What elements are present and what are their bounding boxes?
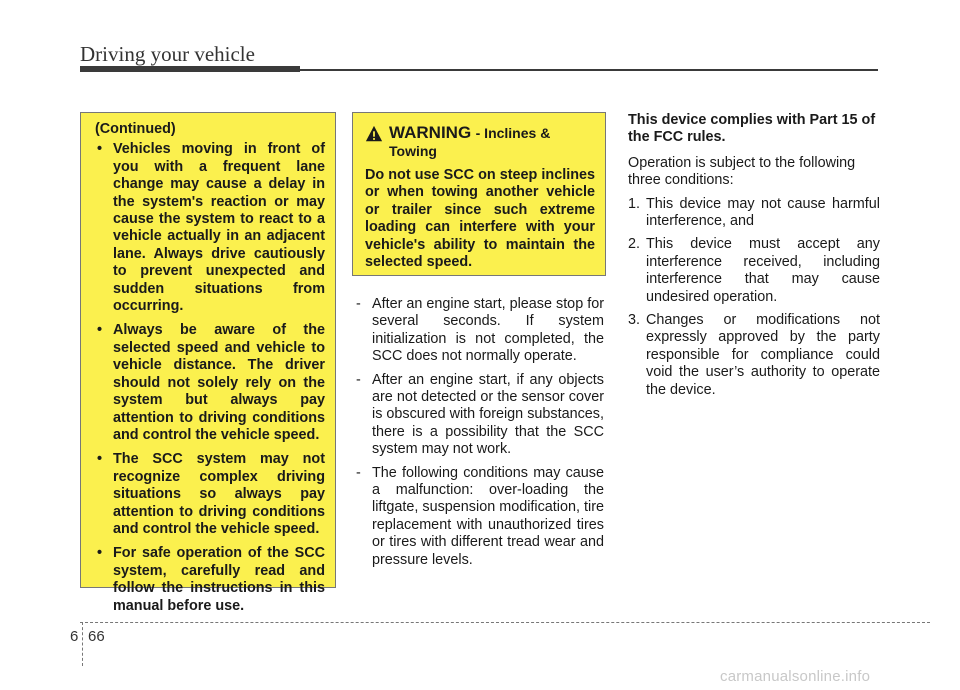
footer-divider <box>82 622 83 666</box>
bullet-icon: • <box>97 322 103 339</box>
header-rule-thick <box>80 66 300 72</box>
fcc-title: This device complies with Part 15 of the FCC rules. <box>628 112 876 146</box>
list-item: - After an engine start, if any objects are not detected or the sensor cover is obscured with foreign substances, there is a possibility that the SCC system may not work. <box>356 371 604 458</box>
list-number: 1. <box>628 195 641 212</box>
list-item: 3. Changes or modifications not expressly approved by the party responsible for compliance could void the user’s authority to operate the device. <box>628 312 880 398</box>
chapter-number: 6 <box>70 628 79 645</box>
caution-bullet: • Always be aware of the selected speed and vehicle to vehicle distance. The driver should not solely rely on the system but always pay attention to driving conditions and control the vehicle speed. <box>97 322 325 443</box>
middle-column <box>356 296 604 575</box>
right-column <box>628 112 880 405</box>
list-item: - After an engine start, please stop for several seconds. If system initialization is not completed, the SCC does not normally operate. <box>356 296 604 365</box>
footer-rule <box>80 622 930 623</box>
warning-header <box>365 123 595 161</box>
page-number: 66 <box>88 628 105 645</box>
caution-bullet: • For safe operation of the SCC system, carefully read and follow the instructions in this manual before use. <box>97 545 325 614</box>
warning-subtitle: - Inclines & Towing <box>389 125 551 159</box>
list-number: 3. <box>628 312 641 329</box>
list-item: - The following conditions may cause a malfunction: over-loading the liftgate, suspension modification, tire replacement with unauthorized tires or tires with different tread wear and pressure levels. <box>356 464 604 568</box>
bullet-icon: • <box>97 545 103 562</box>
warning-body: Do not use SCC on steep inclines or when towing another vehicle or trailer since such extreme loading can interfere with your vehicle's ability to maintain the selected speed. <box>365 167 595 271</box>
dash-marker: - <box>356 464 361 481</box>
continued-label: (Continued) <box>95 121 176 137</box>
caution-bullet: • Vehicles moving in front of you with a frequent lane change may cause a delay in the system's reaction or may cause the system to react to a vehicle actually in an adjacent lane. Always drive cautiously to prevent unexpected and sudden situations from occurring. <box>97 141 325 315</box>
dash-marker: - <box>356 296 361 312</box>
list-number: 2. <box>628 236 641 253</box>
warning-title-block <box>389 123 595 161</box>
header-rule-thin <box>300 69 878 71</box>
warning-triangle-icon <box>365 125 383 143</box>
caution-bullet: • The SCC system may not recognize complex driving situations so always pay attention to driving conditions and control the vehicle speed. <box>97 451 325 537</box>
bullet-icon: • <box>97 141 103 158</box>
fcc-intro: Operation is subject to the following three conditions: <box>628 154 856 189</box>
list-item: 2. This device must accept any interference received, including interference that may cause undesired operation. <box>628 236 880 305</box>
warning-box <box>352 112 606 276</box>
bullet-icon: • <box>97 451 103 468</box>
warning-word: WARNING <box>389 123 472 142</box>
list-item: 1. This device may not cause harmful interference, and <box>628 195 880 230</box>
caution-box <box>80 112 336 614</box>
page-header-title: Driving your vehicle <box>80 42 255 66</box>
dash-marker: - <box>356 371 361 388</box>
watermark-text: carmanualsonline.info <box>720 668 871 685</box>
